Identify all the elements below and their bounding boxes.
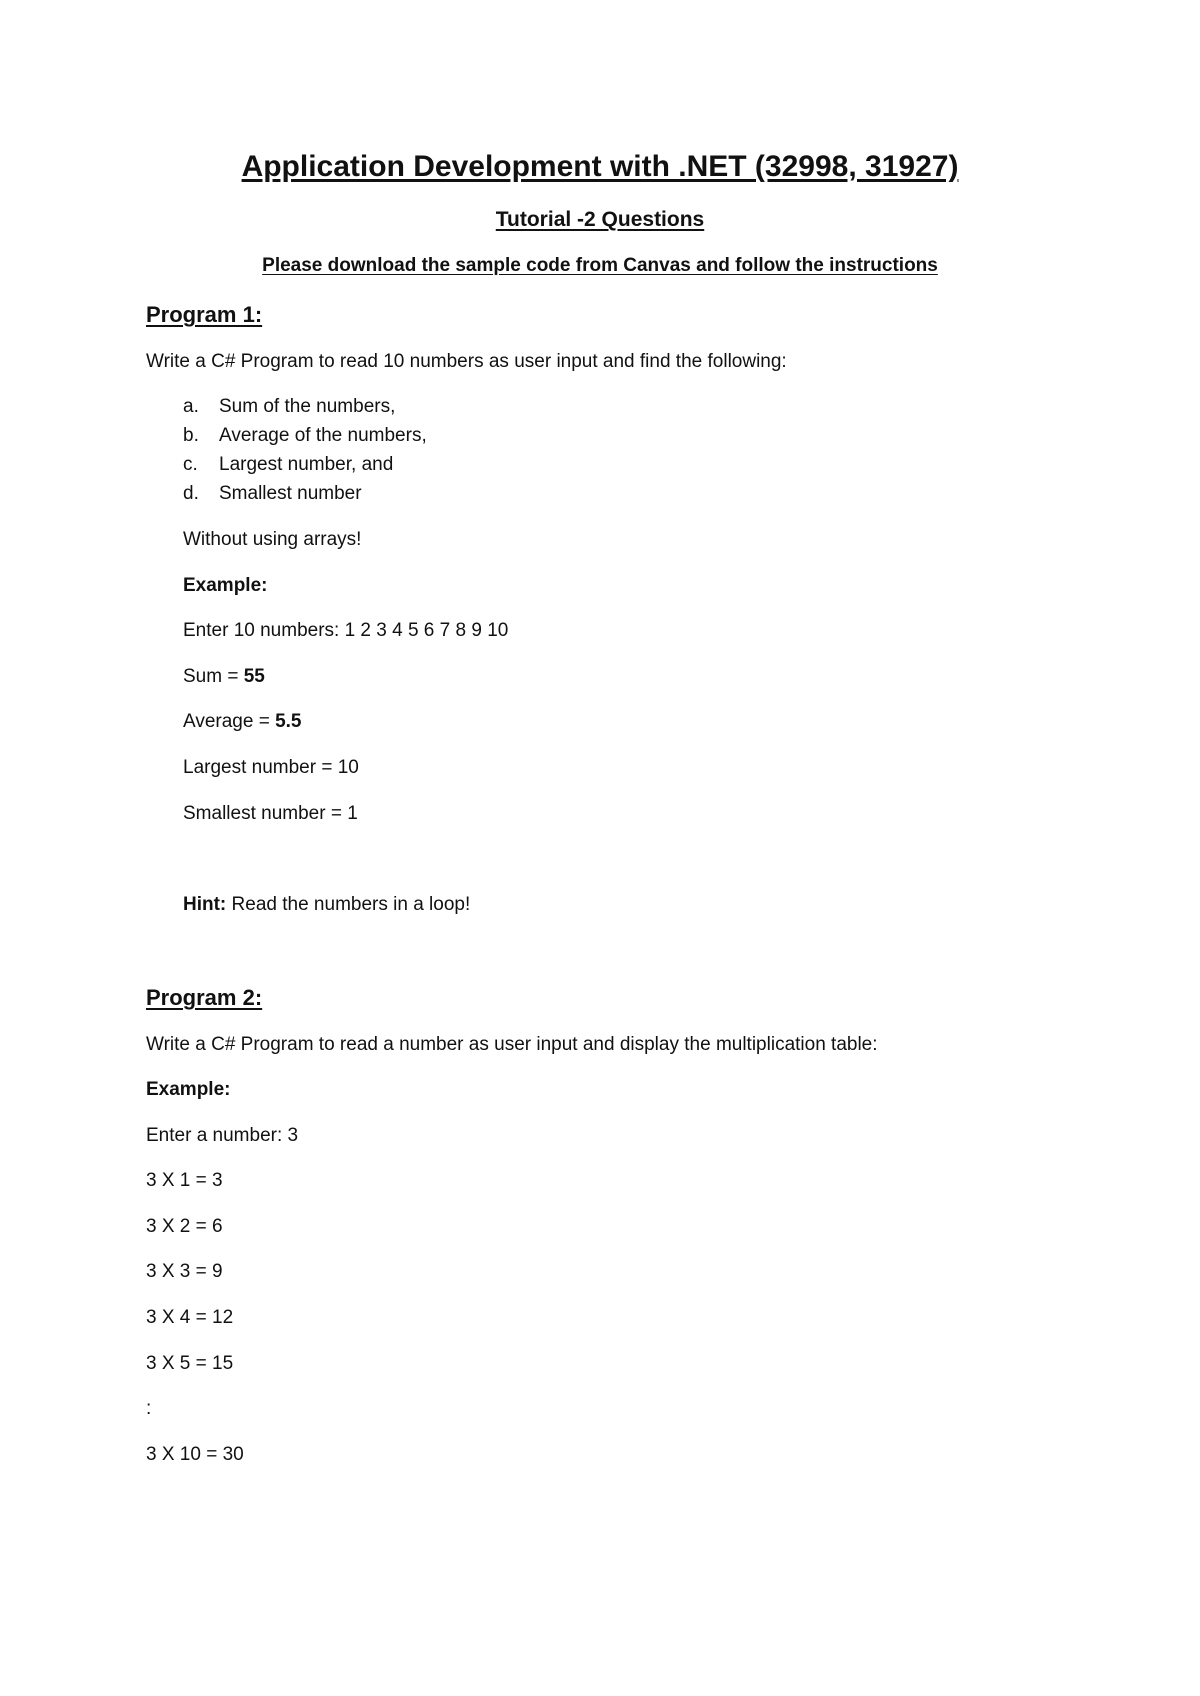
list-item: Largest number, and xyxy=(219,454,394,475)
example-label: Example: xyxy=(183,575,268,596)
program2-heading: Program 2: xyxy=(146,985,263,1010)
hint-label: Hint: xyxy=(183,894,227,915)
table-ellipsis: : xyxy=(146,1398,152,1419)
program2-prompt: Write a C# Program to read a number as user input and display the multiplication table: xyxy=(146,1034,878,1055)
program1-prompt: Write a C# Program to read 10 numbers as user input and find the following: xyxy=(146,351,787,372)
hint-text: Read the numbers in a loop! xyxy=(226,894,471,915)
table-line: 3 X 3 = 9 xyxy=(146,1261,223,1282)
table-line: 3 X 2 = 6 xyxy=(146,1216,223,1237)
list-item: Sum of the numbers, xyxy=(219,396,396,417)
average-label: Average = xyxy=(183,711,276,732)
program2-input-line: Enter a number: 3 xyxy=(146,1125,299,1146)
list-item: Smallest number xyxy=(219,483,362,504)
sum-label: Sum = xyxy=(183,666,244,687)
example-input-line: Enter 10 numbers: 1 2 3 4 5 6 7 8 9 10 xyxy=(183,620,509,641)
table-line: 3 X 4 = 12 xyxy=(146,1307,234,1328)
table-line: 3 X 1 = 3 xyxy=(146,1170,223,1191)
list-marker: b. xyxy=(183,425,199,446)
program2-example-label: Example: xyxy=(146,1079,231,1100)
list-marker: c. xyxy=(183,454,198,475)
average-line xyxy=(183,712,302,731)
sum-line xyxy=(183,667,265,686)
program1-heading: Program 1: xyxy=(146,302,263,327)
table-line: 3 X 5 = 15 xyxy=(146,1353,234,1374)
constraint-note: Without using arrays! xyxy=(183,529,362,550)
list-item: Average of the numbers, xyxy=(219,425,427,446)
document-subtitle: Tutorial -2 Questions xyxy=(495,208,705,231)
table-line: 3 X 10 = 30 xyxy=(146,1444,244,1465)
largest-line: Largest number = 10 xyxy=(183,757,359,778)
document-title: Application Development with .NET (32998, 31927) xyxy=(241,150,959,183)
list-marker: d. xyxy=(183,483,199,504)
list-marker: a. xyxy=(183,396,199,417)
instruction-line: Please download the sample code from Canvas and follow the instructions xyxy=(262,255,938,276)
sum-value: 55 xyxy=(243,666,265,687)
smallest-line: Smallest number = 1 xyxy=(183,803,358,824)
hint-line xyxy=(183,895,470,914)
average-value: 5.5 xyxy=(275,711,302,732)
